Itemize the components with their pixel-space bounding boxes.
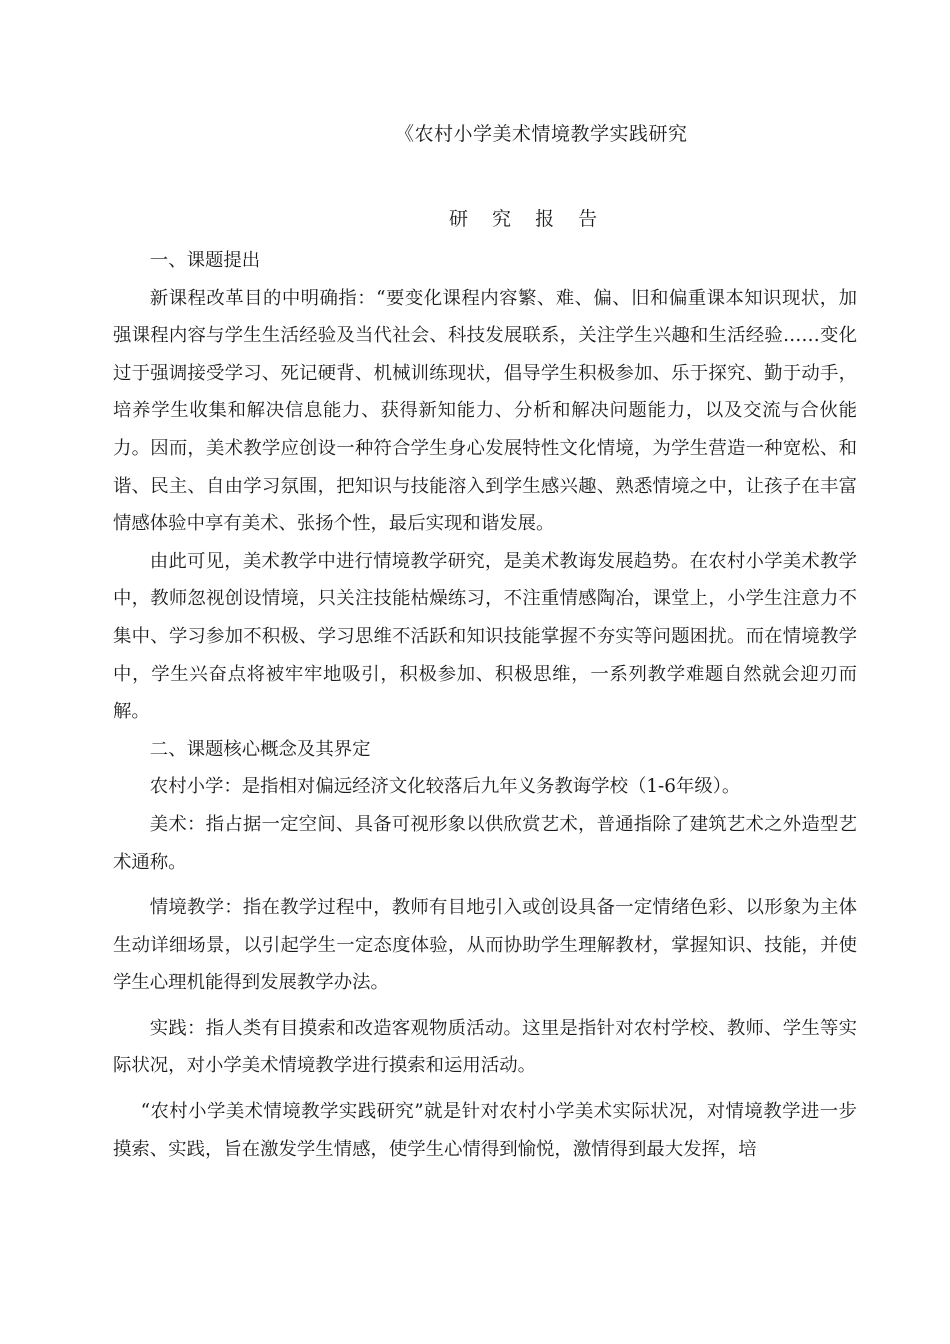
- section-heading-2: 二、课题核心概念及其界定: [149, 738, 371, 760]
- document-title: 《农村小学美术情境教学实践研究: [395, 123, 688, 145]
- paragraph: “农村小学美术情境教学实践研究”就是针对农村小学美术实际状况，对情境教学进一步摸索、实践，旨在激发学生情感，使学生心情得到愉悦，激情得到最大发挥，培: [113, 1101, 857, 1160]
- section-heading-1: 一、课题提出: [149, 250, 261, 271]
- definition-situational-teaching: 情境教学：指在教学过程中，教师有目地引入或创设具备一定情绪色彩、以形象为主体生动详细场景，以引起学生一定态度体验，从而协助学生理解教材，掌握知识、技能，并使学生心理机能得到发展教学办法。: [113, 897, 857, 994]
- definition-rural-school: 农村小学：是指相对偏远经济文化较落后九年义务教诲学校（1-6年级）。: [149, 776, 741, 798]
- definition-art: 美术：指占据一定空间、具备可视形象以供欣赏艺术，普通指除了建筑艺术之外造型艺术通称。: [113, 813, 857, 873]
- definition-practice: 实践：指人类有目摸索和改造客观物质活动。这里是指针对农村学校、教师、学生等实际状况，对小学美术情境教学进行摸索和运用活动。: [113, 1017, 857, 1077]
- paragraph: 由此可见，美术教学中进行情境教学研究，是美术教诲发展趋势。在农村小学美术教学中，教师忽视创设情境，只关注技能枯燥练习，不注重情感陶冶，课堂上，小学生注意力不集中、学习参加不积极、学习思维不活跃和知识技能掌握不夯实等问题困扰。而在情境教学中，学生兴奋点将被牢牢地吸引，积极参加、积极思维，一系列教学难题自然就会迎刃而解。: [113, 550, 857, 723]
- paragraph: 新课程改革目的中明确指：“要变化课程内容繁、难、偏、旧和偏重课本知识现状，加强课程内容与学生生活经验及当代社会、科技发展联系，关注学生兴趣和生活经验……变化过于强调接受学习、死记硬背、机械训练现状，倡导学生积极参加、乐于探究、勤于动手，培养学生收集和解决信息能力、获得新知能力、分析和解决问题能力，以及交流与合伙能力。因而，美术教学应创设一种符合学生身心发展特性文化情境，为学生营造一种宽松、和谐、民主、自由学习氛围，把知识与技能溶入到学生感兴趣、熟悉情境之中，让孩子在丰富情感体验中享有美术、张扬个性，最后实现和谐发展。: [113, 287, 857, 535]
- report-subtitle: 研 究 报 告: [449, 208, 607, 230]
- document-body: [113, 242, 857, 1168]
